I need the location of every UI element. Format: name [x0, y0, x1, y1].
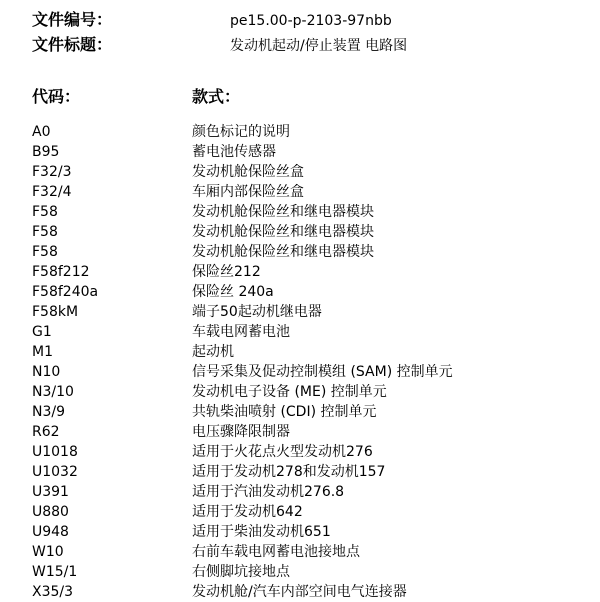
component-description: 右前车载电网蓄电池接地点 [192, 544, 360, 560]
component-description: 适用于汽油发动机276.8 [192, 484, 345, 500]
component-description: 蓄电池传感器 [192, 144, 276, 160]
component-code: F58f240a [32, 284, 99, 300]
list-item [32, 262, 600, 282]
component-description: 保险丝212 [192, 264, 261, 280]
list-item [32, 402, 600, 422]
component-code: U880 [32, 504, 69, 520]
component-code: G1 [32, 324, 52, 340]
list-item [32, 242, 600, 262]
list-item [32, 282, 600, 302]
list-item [32, 162, 600, 182]
component-code: R62 [32, 424, 60, 440]
component-code: U948 [32, 524, 69, 540]
component-description: 共轨柴油喷射 (CDI) 控制单元 [192, 404, 377, 420]
component-description: 发动机电子设备 (ME) 控制单元 [192, 384, 387, 400]
component-code: X35/3 [32, 584, 74, 600]
component-code: F58 [32, 204, 58, 220]
list-item [32, 582, 600, 602]
list-item [32, 442, 600, 462]
list-item [32, 562, 600, 582]
component-code: F32/4 [32, 184, 72, 200]
component-description: 适用于发动机278和发动机157 [192, 464, 386, 480]
component-description: 保险丝 240a [192, 284, 274, 300]
component-code: U1018 [32, 444, 78, 460]
component-list [32, 122, 600, 602]
component-description: 适用于柴油发动机651 [192, 524, 331, 540]
list-item [32, 542, 600, 562]
component-description: 信号采集及促动控制模组 (SAM) 控制单元 [192, 364, 453, 380]
component-code: N3/9 [32, 404, 66, 420]
component-description: 适用于发动机642 [192, 504, 303, 520]
file-title-value: 发动机起动/停止装置 电路图 [230, 38, 408, 54]
list-item [32, 482, 600, 502]
component-code: A0 [32, 124, 51, 140]
list-item [32, 302, 600, 322]
component-code: U1032 [32, 464, 78, 480]
component-description: 发动机舱保险丝和继电器模块 [192, 204, 374, 220]
component-description: 发动机舱/汽车内部空间电气连接器 [192, 584, 407, 600]
desc-column-header: 款式： [192, 87, 241, 106]
component-code: U391 [32, 484, 69, 500]
component-description: 车厢内部保险丝盒 [192, 184, 304, 200]
list-item [32, 222, 600, 242]
component-description: 车载电网蓄电池 [192, 324, 290, 340]
list-item [32, 342, 600, 362]
component-code: B95 [32, 144, 60, 160]
component-description: 右侧脚坑接地点 [192, 564, 290, 580]
file-title-label: 文件标题： [32, 35, 113, 54]
list-item [32, 462, 600, 482]
list-item [32, 382, 600, 402]
list-item [32, 522, 600, 542]
component-code: F58 [32, 224, 58, 240]
component-code: F58 [32, 244, 58, 260]
list-item [32, 362, 600, 382]
list-item [32, 182, 600, 202]
component-code: F32/3 [32, 164, 72, 180]
component-code: N10 [32, 364, 61, 380]
component-description: 发动机舱保险丝和继电器模块 [192, 224, 374, 240]
component-description: 发动机舱保险丝和继电器模块 [192, 244, 374, 260]
list-item [32, 142, 600, 162]
component-description: 适用于火花点火型发动机276 [192, 444, 373, 460]
component-code: F58kM [32, 304, 79, 320]
component-code: M1 [32, 344, 53, 360]
component-description: 起动机 [192, 344, 234, 360]
component-code: W10 [32, 544, 64, 560]
code-column-header: 代码： [32, 87, 81, 106]
list-item [32, 502, 600, 522]
list-item [32, 422, 600, 442]
file-number-value: pe15.00-p-2103-97nbb [230, 13, 392, 29]
component-description: 颜色标记的说明 [192, 124, 290, 140]
component-code: W15/1 [32, 564, 78, 580]
component-code: F58f212 [32, 264, 90, 280]
file-number-label: 文件编号： [32, 10, 113, 29]
component-code: N3/10 [32, 384, 74, 400]
component-description: 电压骤降限制器 [192, 424, 290, 440]
component-description: 端子50起动机继电器 [192, 304, 322, 320]
list-item [32, 202, 600, 222]
component-description: 发动机舱保险丝盒 [192, 164, 304, 180]
list-item [32, 322, 600, 342]
list-item [32, 122, 600, 142]
